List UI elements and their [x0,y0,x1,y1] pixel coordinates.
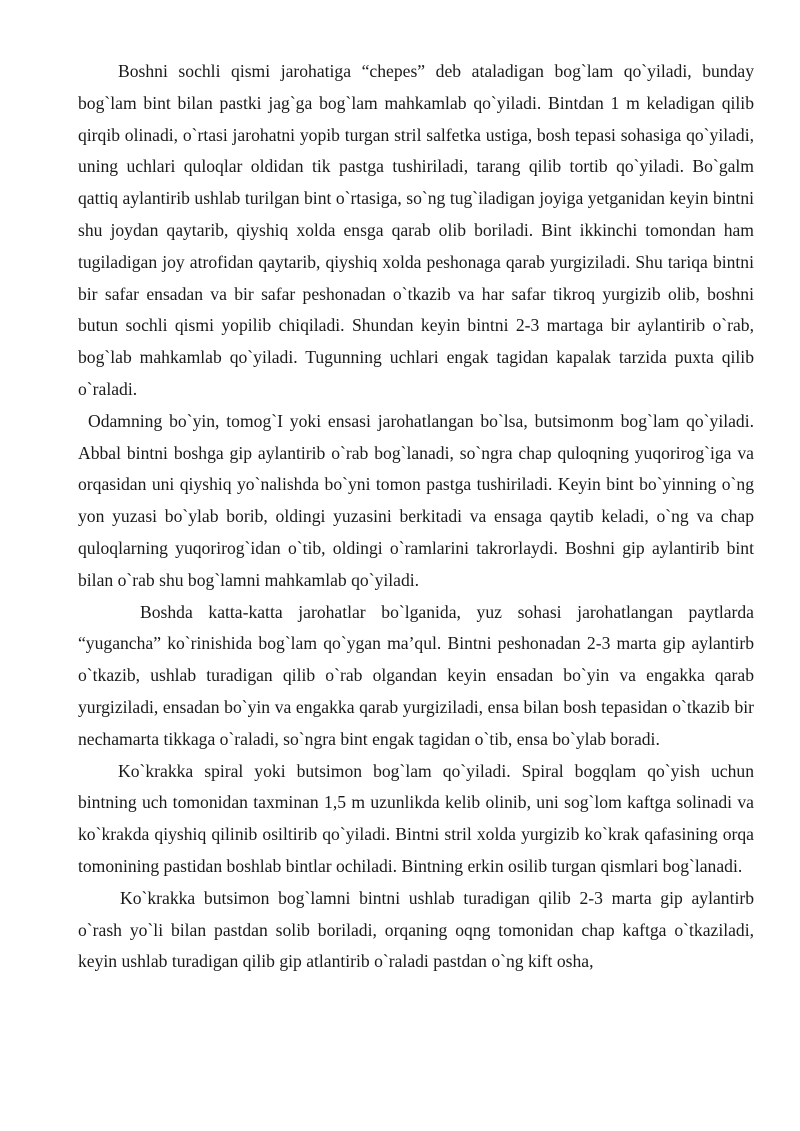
paragraph-head-bandage: Boshni sochli qismi jarohatiga “chepes” deb ataladigan bog`lam qo`yiladi, bunday bog`lam bint bilan pastki jag`ga bog`lam mahkamlab qo`yiladi. Bintdan 1 m keladigan qilib qirqib olinadi, o`rtasi jarohatni yopib turgan stril salfetka ustiga, bosh tepasi sohasiga qo`yiladi, uning uchlari quloqlar oldidan tik pastga tushiriladi, tarang qilib tortib qo`yiladi. Bo`galm qattiq aylantirib ushlab turilgan bint o`rtasiga, so`ng tug`iladigan joyiga yetganidan keyin bintni shu joydan qaytarib, qiyshiq xolda ensga qarab olib boriladi. Bint ikkinchi tomondan ham tugiladigan joy atrofidan qaytarib, qiyshiq xolda peshonaga qarab yurgiziladi. Shu tariqa bintni bir safar ensadan va bir safar peshonadan o`tkazib va har safar tikroq yurgizib olib, boshni butun sochli qismi yopilib chiqiladi. Shundan keyin bintni 2-3 martaga bir aylantirib o`rab, bog`lab mahkamlab qo`yiladi. Tugunning uchlari engak tagidan kapalak tarzida puxta qilib o`raladi. [78,61,754,399]
paragraph-chest-cross-bandage: Ko`krakka butsimon bog`lamni bintni ushlab turadigan qilib 2-3 marta gip aylantirb o`rash yo`li bilan pastdan solib boriladi, orqaning oqng tomonidan chap kaftga o`tkaziladi, keyin ushlab turadigan qilib gip atlantirib o`raladi pastdan o`ng kift osha, [78,887,754,972]
paragraph-yugancha-bandage: Boshda katta-katta jarohatlar bo`lganida, yuz sohasi jarohatlangan paytlarda “yugancha” ko`rinishida bog`lam qo`ygan ma’qul. Bintni peshonadan 2-3 marta gip aylantirb o`tkazib, ushlab turadigan qilib o`rab olgandan keyin ensadan bo`yin va engakka qarab yurgiziladi, ensadan bo`yin va engakka qarab yurgiziladi, ensa bilan bosh tepasidan o`tkazib bir nechamarta tikkaga o`raladi, so`ngra bint engak tagidan o`tib, ensa bo`ylab boradi. [78,601,754,749]
paragraph-chest-spiral-bandage: Ko`krakka spiral yoki butsimon bog`lam qo`yiladi. Spiral bogqlam qo`yish uchun bintning uch tomonidan taxminan 1,5 m uzunlikda kelib olinib, uni sog`lom kaftga solinadi va ko`krakda qiyshiq qilinib osiltirib qo`yiladi. Bintni stril xolda yurgizib ko`krak qafasining orqa tomonining pastidan boshlab bintlar ochiladi. Bintning erkin osilib turgan qismlari bog`lanadi. [78,760,754,876]
document-body [78,56,754,978]
paragraph-neck-bandage: Odamning bo`yin, tomog`I yoki ensasi jarohatlangan bo`lsa, butsimonm bog`lam qo`yiladi. Abbal bintni boshga gip aylantirib o`rab bog`lanadi, so`ngra chap quloqning yuqorirog`iga va orqasidan uni qiyshiq yo`nalishda bo`yni tomon pastga tushiriladi. Keyin bint bo`yinning o`ng yon yuzasi bo`ylab borib, oldingi yuzasini berkitadi va ensaga qaytib keladi, o`ng va chap quloqlarning yuqorirog`idan o`tib, oldingi o`ramlarini takrorlaydi. Boshni gip aylantirib bint bilan o`rab shu bog`lamni mahkamlab qo`yiladi. [78,410,754,590]
